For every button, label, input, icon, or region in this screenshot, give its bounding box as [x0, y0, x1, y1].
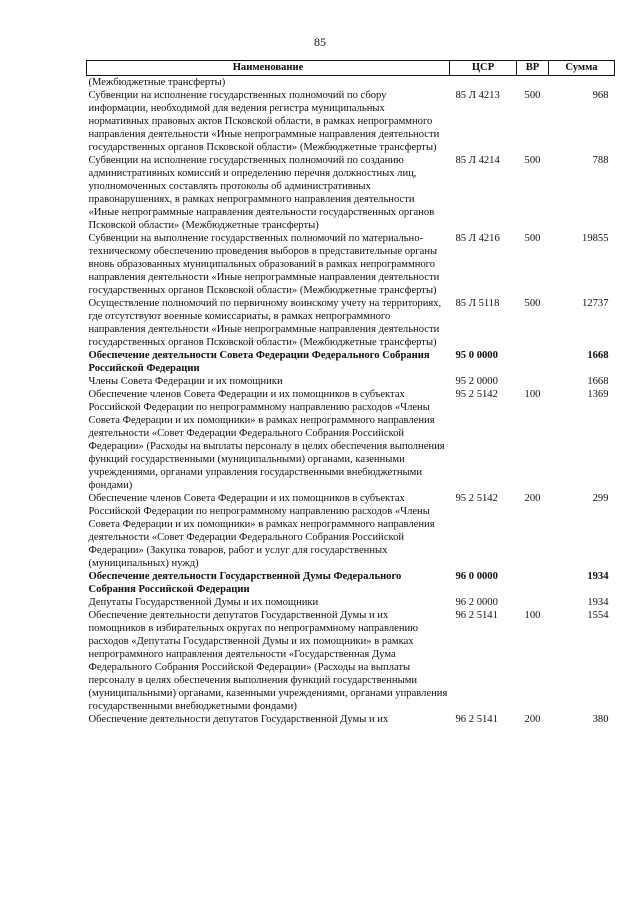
- budget-table: [86, 60, 615, 726]
- row-sum: 968: [592, 90, 609, 101]
- header-vr: ВР: [517, 61, 549, 76]
- table-row: [87, 154, 615, 232]
- table-row: [87, 349, 615, 375]
- row-sum: 788: [592, 155, 609, 166]
- row-name: Члены Совета Федерации и их помощники: [88, 376, 283, 387]
- row-csr: 96 2 5141: [455, 610, 498, 621]
- row-name: Осуществление полномочий по первичному воинскому учету на территориях, где отсутствуют военные комиссариаты, в рамках непрограммного направления деятельности «Иные непрограммные направления деятельности государственных органов Псковской области» (Межбюджетные трансферты): [88, 298, 442, 348]
- row-csr: 85 Л 5118: [455, 298, 500, 309]
- row-vr: 200: [524, 714, 541, 725]
- row-vr: [517, 76, 549, 90]
- row-vr: [517, 596, 549, 609]
- row-sum: 1668: [587, 350, 609, 361]
- row-csr: 85 Л 4216: [455, 233, 500, 244]
- table-row: [87, 297, 615, 349]
- row-csr: 96 2 0000: [455, 597, 498, 608]
- table-row: [87, 76, 615, 90]
- row-sum: 19855: [582, 233, 609, 244]
- row-name: Депутаты Государственной Думы и их помощники: [88, 597, 319, 608]
- row-name: (Межбюджетные трансферты): [88, 77, 226, 88]
- row-sum: 1934: [587, 597, 609, 608]
- row-vr: [517, 375, 549, 388]
- table-header: [87, 61, 615, 76]
- table-row: [87, 609, 615, 713]
- row-name: Обеспечение деятельности Совета Федерации Федерального Собрания Российской Федерации: [88, 350, 430, 374]
- row-sum: 1934: [587, 571, 609, 582]
- row-vr: 500: [524, 233, 541, 244]
- row-csr: 96 2 5141: [455, 714, 498, 725]
- row-vr: 200: [524, 493, 541, 504]
- table-row: [87, 388, 615, 492]
- header-name: Наименование: [87, 61, 450, 76]
- row-vr: 500: [524, 155, 541, 166]
- table-body: [87, 76, 615, 727]
- table-row: [87, 375, 615, 388]
- row-name: Обеспечение деятельности Государственной Думы Федерального Собрания Российской Федерации: [88, 571, 402, 595]
- row-csr: 85 Л 4213: [455, 90, 500, 101]
- table-row: [87, 596, 615, 609]
- row-vr: 100: [524, 610, 541, 621]
- row-csr: 95 0 0000: [455, 350, 498, 361]
- row-vr: 500: [524, 90, 541, 101]
- row-csr: 95 2 5142: [455, 389, 498, 400]
- row-sum: 299: [592, 493, 609, 504]
- table-row: [87, 232, 615, 297]
- row-sum: 1369: [587, 389, 609, 400]
- row-csr: 95 2 5142: [455, 493, 498, 504]
- table-row: [87, 570, 615, 596]
- row-vr: [517, 570, 549, 596]
- table-row: [87, 492, 615, 570]
- row-name: Обеспечение членов Совета Федерации и их помощников в субъектах Российской Федерации по непрограммному направлению расходов «Члены Совета Федерации и их помощники» в рамках непрограммного направления деятельности «Совет Федерации Федерального Собрания Российской Федерации» (Закупка товаров, работ и услуг для государственных (муниципальных) нужд): [88, 493, 435, 569]
- row-vr: [517, 349, 549, 375]
- row-name: Обеспечение деятельности депутатов Государственной Думы и их помощников в избирательных округах по непрограммному направлению расходов «Депутаты Государственной Думы и их помощники» в рамках непрограммного направления деятельности «Государственная Дума Федерального Собрания Российской Федерации» (Расходы на выплаты персоналу в целях обеспечения выполнения функций государственными (муниципальными) органами, казенными учреждениями, органами управления государственными внебюджетными фондами): [88, 610, 448, 712]
- row-vr: 100: [524, 389, 541, 400]
- header-sum: Сумма: [549, 61, 615, 76]
- row-sum: 380: [592, 714, 609, 725]
- row-sum: 1668: [587, 376, 609, 387]
- row-name: Обеспечение деятельности депутатов Государственной Думы и их: [88, 714, 389, 725]
- table-row: [87, 89, 615, 154]
- row-name: Субвенции на исполнение государственных полномочий по сбору информации, необходимой для ведения регистра муниципальных нормативных правовых актов Псковской области, в рамках непрограммного направления деятельности «Иные непрограммные направления деятельности государственных органов Псковской области» (Межбюджетные трансферты): [88, 90, 440, 153]
- row-csr: [450, 76, 517, 90]
- page-number: 85: [314, 35, 326, 49]
- row-csr: 95 2 0000: [455, 376, 498, 387]
- header-row: [87, 61, 615, 76]
- row-name: Субвенции на выполнение государственных полномочий по материально-техническому обеспечению проведения выборов в представительные органы вновь образованных муниципальных образований в рамках непрограммного направления деятельности «Иные непрограммные направления деятельности государственных органов Псковской области» (Межбюджетные трансферты): [88, 233, 440, 296]
- header-csr: ЦСР: [450, 61, 517, 76]
- row-name: Обеспечение членов Совета Федерации и их помощников в субъектах Российской Федерации по непрограммному направлению расходов «Члены Совета Федерации и их помощники» в рамках непрограммного направления деятельности «Совет Федерации Федерального Собрания Российской Федерации» (Расходы на выплаты персоналу в целях обеспечения выполнения функций государственными (муниципальными) органами, казенными учреждениями, органами управления государственными внебюджетными фондами): [88, 389, 445, 491]
- row-name: Субвенции на исполнение государственных полномочий по созданию административных комиссий и определению перечня должностных лиц, уполномоченных составлять протоколы об административных правонарушениях, в рамках непрограммного направления деятельности «Иные непрограммные направления деятельности государственных органов Псковской области» (Межбюджетные трансферты): [88, 155, 435, 231]
- row-vr: 500: [524, 298, 541, 309]
- table-row: [87, 713, 615, 726]
- row-sum: 1554: [587, 610, 609, 621]
- row-sum: 12737: [582, 298, 609, 309]
- row-csr: 96 0 0000: [455, 571, 498, 582]
- row-sum: [549, 76, 615, 90]
- row-csr: 85 Л 4214: [455, 155, 500, 166]
